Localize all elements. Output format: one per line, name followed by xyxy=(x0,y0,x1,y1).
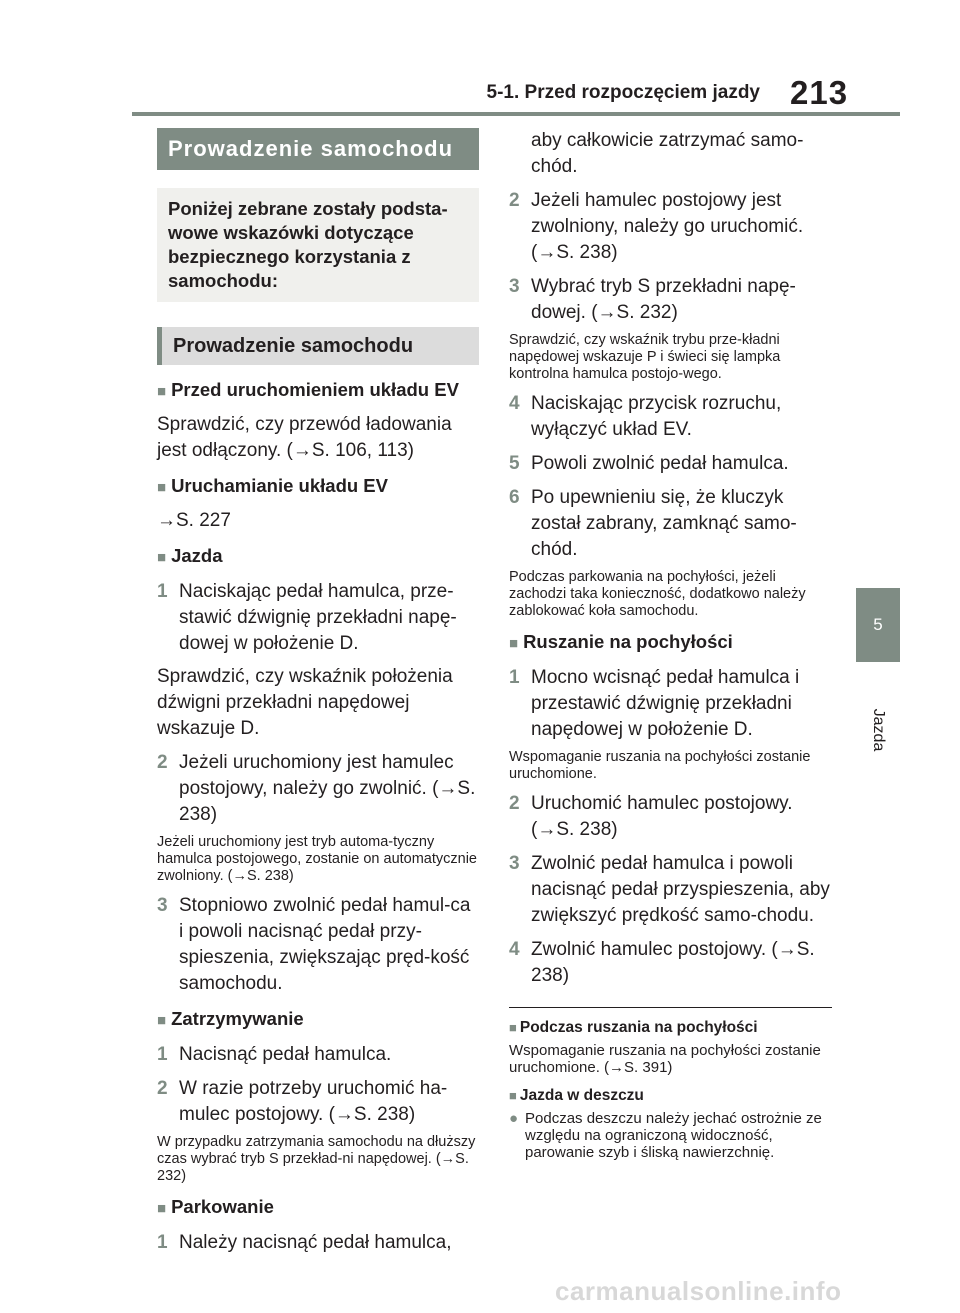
step-text: Należy nacisnąć pedał hamulca, xyxy=(179,1232,452,1253)
step-number: 2 xyxy=(157,1078,168,1099)
subheading-stop xyxy=(157,1006,479,1034)
step-continued xyxy=(509,128,832,180)
watermark: carmanualsonline.info xyxy=(555,1276,842,1306)
step-text: Naciskając przycisk rozruchu, wyłączyć układ EV. xyxy=(531,393,782,440)
step-text: Naciskając pedał hamulca, prze-stawić dźwignię przekładni napę-dowej w położenie D. xyxy=(179,581,457,654)
step-text: Jeżeli uruchomiony jest hamulec postojowy, należy go zwolnić. (→S. 238) xyxy=(179,752,476,825)
square-bullet-icon: ■ xyxy=(157,383,167,400)
step-number: 1 xyxy=(157,581,168,602)
subheading-ev xyxy=(157,473,479,501)
paragraph: Sprawdzić, czy wskaźnik położenia dźwigni przekładni napędowej wskazuje D. xyxy=(157,666,453,739)
chapter-tab: 5 xyxy=(856,588,900,662)
info-bullet xyxy=(509,1110,832,1161)
square-bullet-icon: ■ xyxy=(509,635,519,652)
subheading-hill xyxy=(509,629,832,657)
intro-text: Poniżej zebrane zostały podsta-wowe wskazówki dotyczące bezpiecznego korzystania z samochodu: xyxy=(157,188,479,302)
step-text: aby całkowicie zatrzymać samo-chód. xyxy=(531,130,804,177)
running-header: 5-1. Przed rozpoczęciem jazdy xyxy=(486,82,760,103)
info-heading-text: Podczas ruszania na pochyłości xyxy=(519,1019,758,1036)
info-heading xyxy=(509,1086,832,1105)
page-title: Prowadzenie samochodu xyxy=(157,128,479,170)
note: Wspomaganie ruszania na pochyłości zostanie uruchomione. xyxy=(509,749,811,782)
info-heading xyxy=(509,1018,832,1037)
step-number: 1 xyxy=(509,667,520,688)
step-text: W razie potrzeby uruchomić ha-mulec postojowy. (→S. 238) xyxy=(179,1078,448,1125)
step-text: Uruchomić hamulec postojowy. (→S. 238) xyxy=(531,793,793,840)
note: Jeżeli uruchomiony jest tryb automa-tyczny hamulca postojowego, zostanie on automatycznie zwolniony. (→S. 238) xyxy=(157,834,477,884)
step-number: 4 xyxy=(509,393,520,414)
subheading-start xyxy=(157,377,479,405)
info-heading-text: Jazda w deszczu xyxy=(519,1087,644,1104)
paragraph: →S. 227 xyxy=(157,510,231,531)
square-bullet-icon: ■ xyxy=(157,479,167,496)
subheading-text: Zatrzymywanie xyxy=(171,1008,304,1029)
note: W przypadku zatrzymania samochodu na dłuższy czas wybrać tryb S przekład-ni napędowej. (→S. 232) xyxy=(157,1134,476,1184)
step xyxy=(509,851,832,929)
step-text: Stopniowo zwolnić pedał hamul-ca i powoli nacisnąć pedał przy-spieszenia, zwiększając pręd-kość samochodu. xyxy=(179,895,471,994)
info-bullet-text: Podczas deszczu należy jechać ostrożnie ze względu na ograniczoną widoczność, parowanie szyb i śliską nawierzchnię. xyxy=(525,1110,822,1161)
step-text: Po upewnieniu się, że kluczyk został zabrany, zamknąć samo-chód. xyxy=(531,487,797,560)
step-text: Nacisnąć pedał hamulca. xyxy=(179,1044,392,1065)
step-number: 3 xyxy=(157,895,168,916)
section-title: Prowadzenie samochodu xyxy=(157,327,479,365)
step xyxy=(509,391,832,443)
right-column xyxy=(509,128,832,1161)
subheading-text: Uruchamianie układu EV xyxy=(171,475,388,496)
step xyxy=(157,1230,479,1256)
left-column xyxy=(157,128,479,1256)
subheading-text: Przed uruchomieniem układu EV xyxy=(171,379,459,400)
step-number: 3 xyxy=(509,853,520,874)
paragraph: Sprawdzić, czy przewód ładowania jest odłączony. (→S. 106, 113) xyxy=(157,414,452,461)
info-text: Wspomaganie ruszania na pochyłości zostanie uruchomione. (→S. 391) xyxy=(509,1042,821,1076)
step-number: 1 xyxy=(157,1232,168,1253)
step-number: 2 xyxy=(157,752,168,773)
info-divider xyxy=(509,1007,832,1008)
chapter-label-text: Jazda xyxy=(870,708,887,752)
step-number: 2 xyxy=(509,190,520,211)
square-bullet-icon: ■ xyxy=(157,549,167,566)
square-bullet-icon: ■ xyxy=(157,1012,167,1029)
step-text: Zwolnić hamulec postojowy. (→S. 238) xyxy=(531,939,815,986)
subheading-text: Jazda xyxy=(171,545,223,566)
step-number: 2 xyxy=(509,793,520,814)
square-bullet-icon: ■ xyxy=(509,1088,517,1103)
step xyxy=(157,579,479,657)
step-number: 4 xyxy=(509,939,520,960)
step xyxy=(509,274,832,326)
note: Podczas parkowania na pochyłości, jeżeli zachodzi taka konieczność, dodatkowo należy zablokować koła samochodu. xyxy=(509,569,806,619)
step xyxy=(509,485,832,563)
subheading-drive xyxy=(157,543,479,571)
step-text: Zwolnić pedał hamulca i powoli nacisnąć pedał przyspieszenia, aby zwiększyć prędkość samo-chodu. xyxy=(531,853,830,926)
step-text: Mocno wcisnąć pedał hamulca i przestawić dźwignię przekładni napędowej w położenie D. xyxy=(531,667,800,740)
subheading-park xyxy=(157,1194,479,1222)
step-number: 5 xyxy=(509,453,520,474)
step-text: Jeżeli hamulec postojowy jest zwolniony, należy go uruchomić. (→S. 238) xyxy=(531,190,804,263)
chapter-label xyxy=(862,700,894,760)
header-rule xyxy=(132,112,900,116)
note: Sprawdzić, czy wskaźnik trybu prze-kładni napędowej wskazuje P i świeci się lampka kontrolna hamulca postojo-wego. xyxy=(509,332,781,382)
step-text: Powoli zwolnić pedał hamulca. xyxy=(531,453,789,474)
step-number: 1 xyxy=(157,1044,168,1065)
square-bullet-icon: ■ xyxy=(157,1200,167,1217)
step xyxy=(509,665,832,743)
step xyxy=(509,188,832,266)
step xyxy=(509,791,832,843)
step xyxy=(157,750,479,828)
step xyxy=(157,893,479,997)
step xyxy=(157,1076,479,1128)
step xyxy=(509,451,832,477)
subheading-text: Parkowanie xyxy=(171,1196,274,1217)
circle-bullet-icon: ● xyxy=(509,1110,519,1127)
step-number: 6 xyxy=(509,487,520,508)
step xyxy=(509,937,832,989)
square-bullet-icon: ■ xyxy=(509,1020,517,1035)
step-text: Wybrać tryb S przekładni napę-dowej. (→S. 232) xyxy=(531,276,796,323)
step xyxy=(157,1042,479,1068)
step-number: 3 xyxy=(509,276,520,297)
subheading-text: Ruszanie na pochyłości xyxy=(523,631,733,652)
page-number: 213 xyxy=(790,74,849,111)
